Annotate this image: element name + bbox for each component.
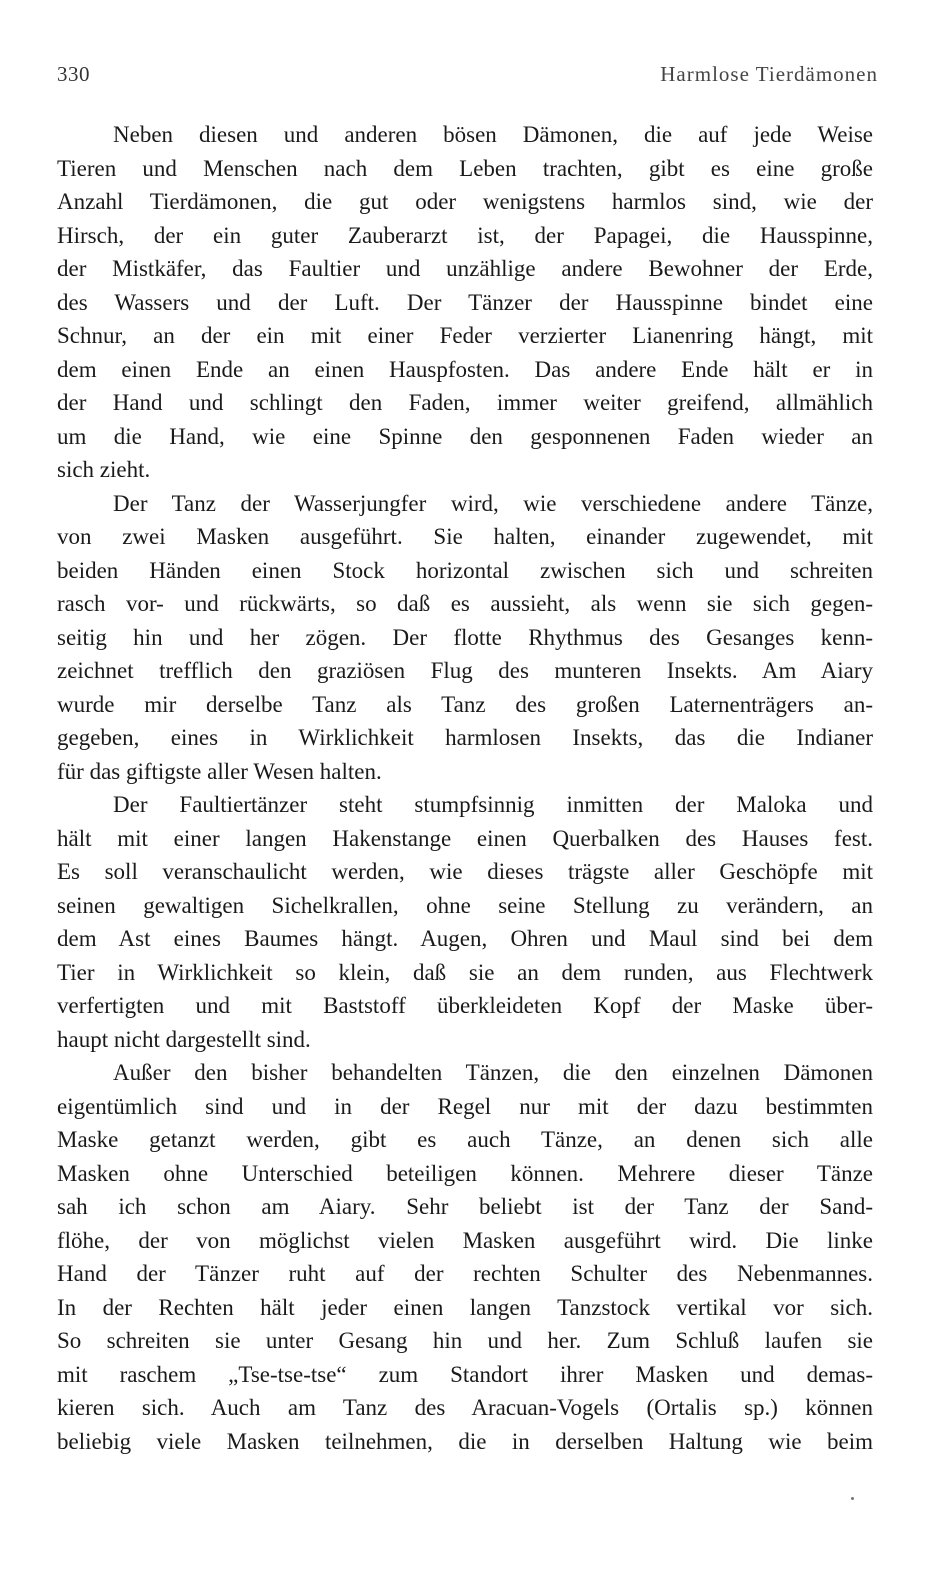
text-line: seitig hin und her zögen. Der flotte Rhythmus des Gesanges kenn- — [57, 624, 873, 650]
text-line: beiden Händen einen Stock horizontal zwischen sich und schreiten — [57, 557, 873, 583]
text-line: Anzahl Tierdämonen, die gut oder wenigstens harmlos sind, wie der — [57, 189, 873, 214]
text-line: Tier in Wirklichkeit so klein, daß sie an dem runden, aus Flechtwerk — [57, 959, 873, 985]
text-line: Der Faultiertänzer steht stumpfsinnig inmitten der Maloka und — [113, 792, 873, 817]
text-line: Neben diesen und anderen bösen Dämonen, die auf jede Weise — [113, 122, 873, 147]
text-line: hält mit einer langen Hakenstange einen Querbalken des Hauses fest. — [57, 825, 873, 851]
text-line: verfertigten und mit Baststoff überkleideten Kopf der Maske über- — [57, 993, 873, 1018]
text-line: der Hand und schlingt den Faden, immer weiter greifend, allmählich — [57, 390, 873, 415]
text-line: dem Ast eines Baumes hängt. Augen, Ohren und Maul sind bei dem — [57, 926, 873, 951]
text-line: Außer den bisher behandelten Tänzen, die den einzelnen Dämonen — [113, 1060, 873, 1085]
text-line: Es soll veranschaulicht werden, wie dieses trägste aller Geschöpfe mit — [57, 859, 873, 884]
running-title: Harmlose Tierdämonen — [660, 62, 878, 86]
paragraph — [57, 118, 873, 487]
text-line: flöhe, der von möglichst vielen Masken ausgeführt wird. Die linke — [57, 1227, 873, 1253]
text-line: gegeben, eines in Wirklichkeit harmlosen Insekts, das die Indianer — [57, 725, 873, 750]
text-line: haupt nicht dargestellt sind. — [57, 1026, 311, 1052]
text-line: rasch vor- und rückwärts, so daß es aussieht, als wenn sie sich gegen- — [57, 591, 873, 616]
paragraph — [57, 788, 873, 1056]
text-line: beliebig viele Masken teilnehmen, die in derselben Haltung wie beim — [57, 1428, 873, 1454]
text-line: für das giftigste aller Wesen halten. — [57, 758, 382, 784]
text-line: Der Tanz der Wasserjungfer wird, wie verschiedene andere Tänze, — [113, 490, 873, 516]
text-line: sich zieht. — [57, 457, 151, 482]
text-line: dem einen Ende an einen Hauspfosten. Das andere Ende hält er in — [57, 356, 873, 382]
text-line: mit raschem „Tse-tse-tse“ zum Standort ihrer Masken und demas- — [57, 1361, 873, 1387]
text-line: In der Rechten hält jeder einen langen Tanzstock vertikal vor sich. — [57, 1294, 873, 1320]
page-number: 330 — [57, 62, 90, 86]
paragraph — [57, 1056, 873, 1458]
text-line: des Wassers und der Luft. Der Tänzer der Hausspinne bindet eine — [57, 289, 873, 315]
text-line: wurde mir derselbe Tanz als Tanz des großen Laternenträgers an- — [57, 691, 873, 717]
text-line: seinen gewaltigen Sichelkrallen, ohne seine Stellung zu verändern, an — [57, 892, 873, 918]
text-line: von zwei Masken ausgeführt. Sie halten, einander zugewendet, mit — [57, 524, 873, 549]
text-line: eigentümlich sind und in der Regel nur mit der dazu bestimmten — [57, 1093, 873, 1119]
text-line: Masken ohne Unterschied beteiligen können. Mehrere dieser Tänze — [57, 1160, 873, 1186]
text-line: Tieren und Menschen nach dem Leben trachten, gibt es eine große — [57, 155, 873, 181]
text-line: der Mistkäfer, das Faultier und unzählige andere Bewohner der Erde, — [57, 256, 873, 281]
text-line: sah ich schon am Aiary. Sehr beliebt ist der Tanz der Sand- — [57, 1194, 873, 1219]
scan-speck — [851, 1497, 854, 1500]
paragraph — [57, 487, 873, 789]
running-header — [57, 62, 878, 94]
text-line: So schreiten sie unter Gesang hin und her. Zum Schluß laufen sie — [57, 1328, 873, 1353]
text-line: um die Hand, wie eine Spinne den gesponnenen Faden wieder an — [57, 423, 873, 449]
text-line: zeichnet trefflich den graziösen Flug des munteren Insekts. Am Aiary — [57, 658, 873, 683]
text-line: Maske getanzt werden, gibt es auch Tänze, an denen sich alle — [57, 1127, 873, 1152]
text-line: Schnur, an der ein mit einer Feder verzierter Lianenring hängt, mit — [57, 323, 873, 348]
text-line: Hand der Tänzer ruht auf der rechten Schulter des Nebenmannes. — [57, 1261, 873, 1286]
text-line: Hirsch, der ein guter Zauberarzt ist, der Papagei, die Hausspinne, — [57, 222, 873, 248]
body-text — [57, 118, 873, 1458]
text-line: kieren sich. Auch am Tanz des Aracuan-Vogels (Ortalis sp.) können — [57, 1395, 873, 1420]
